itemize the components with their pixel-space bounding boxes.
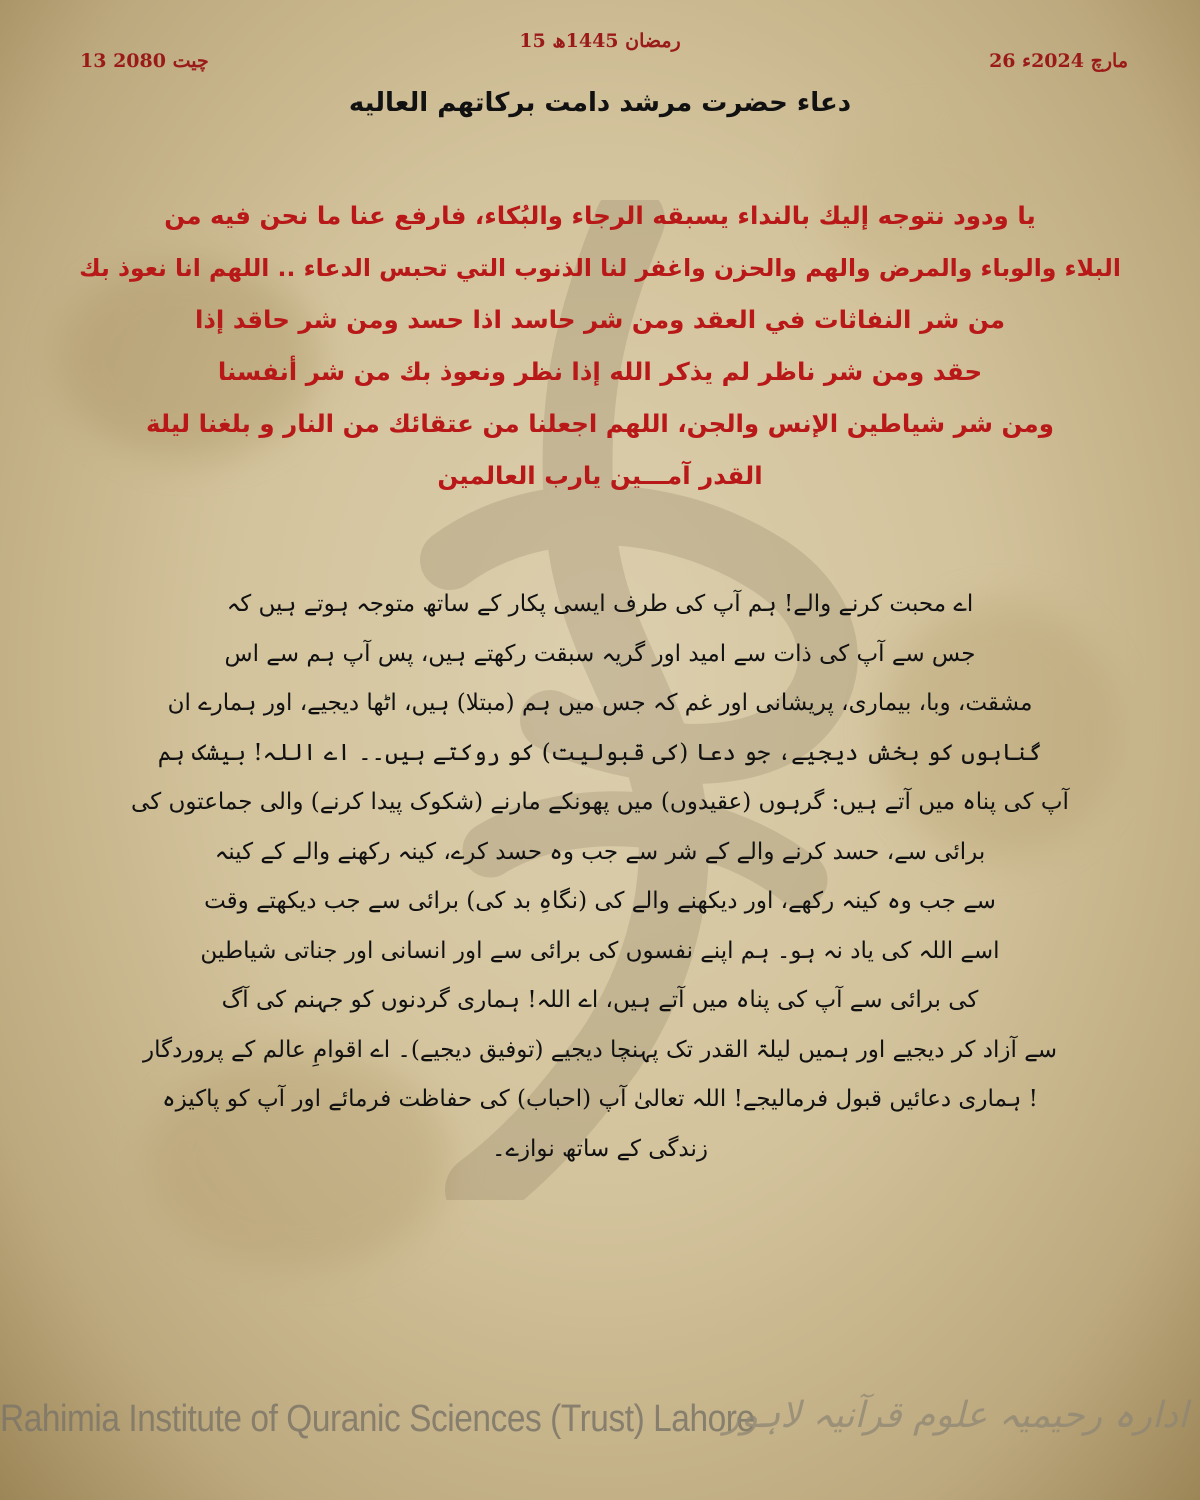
urdu-line: اسے اللہ کی یاد نہ ہو۔ ہم اپنے نفسوں کی برائی سے اور انسانی اور جناتی شیاطین bbox=[200, 937, 1000, 964]
arabic-line: ومن شر شياطين الإنس والجن، اللهم اجعلنا من عتقائك من النار و بلغنا ليلة bbox=[146, 409, 1054, 438]
arabic-line: البلاء والوباء والمرض والهم والحزن واغفر لنا الذنوب التي تحبس الدعاء .. اللهم انا نعوذ بك bbox=[79, 254, 1121, 282]
arabic-line: من شر النفاثات في العقد ومن شر حاسد اذا حسد ومن شر حاقد إذا bbox=[194, 305, 1006, 334]
urdu-line: مشقت، وبا، بیماری، پریشانی اور غم کہ جس میں ہم (مبتلا) ہیں، اٹھا دیجیے، اور ہمارے ان bbox=[167, 690, 1033, 716]
desi-date: 13 چیت 2080 bbox=[80, 50, 209, 72]
gregorian-date: 26 مارچ 2024ء bbox=[989, 50, 1128, 72]
urdu-line: سے جب وہ کینہ رکھے، اور دیکھنے والے کی (نگاہِ بد کی) برائی سے جب دیکھتے وقت bbox=[204, 888, 996, 914]
urdu-line: زندگی کے ساتھ نوازے۔ bbox=[491, 1135, 708, 1162]
page-title: دعاء حضرت مرشد دامت برکاتهم العاليه bbox=[348, 88, 852, 118]
urdu-line: ! ہماری دعائیں قبول فرمالیجے! اللہ تعالیٰ آپ (احباب) کی حفاظت فرمائے اور آپ کو پاکیزہ bbox=[162, 1086, 1038, 1112]
hijri-date: 15 رمضان 1445ھ bbox=[519, 30, 681, 52]
arabic-line: حقد ومن شر ناظر لم يذكر الله إذا نظر ونعوذ بك من شر أنفسنا bbox=[217, 357, 983, 386]
arabic-line: القدر آمـــين يارب العالمين bbox=[437, 461, 763, 490]
urdu-line: آپ کی پناہ میں آتے ہیں: گرہوں (عقیدوں) میں پھونکے مارنے (شکوک پیدا کرنے) والی جماعتوں کی bbox=[131, 789, 1069, 815]
urdu-translation bbox=[100, 580, 1100, 1174]
urdu-line: جس سے آپ کی ذات سے امید اور گریہ سبقت رکھتے ہیں، پس آپ ہم سے اس bbox=[224, 640, 976, 667]
arabic-line: يا ودود نتوجه إليك بالنداء يسبقه الرجاء والبُكاء، فارفع عنا ما نحن فيه من bbox=[164, 201, 1036, 230]
institute-name-english: Rahimia Institute of Quranic Sciences (Trust) Lahore bbox=[0, 1398, 755, 1440]
institute-name-urdu-logo: ادارہ رحیمیہ علوم قرآنیہ لاہور bbox=[723, 1395, 1188, 1436]
urdu-line: کی برائی سے آپ کی پناہ میں آتے ہیں، اے اللہ! ہماری گردنوں کو جہنم کی آگ bbox=[221, 987, 979, 1013]
urdu-line: برائی سے، حسد کرنے والے کے شر سے جب وہ حسد کرے، کینہ رکھنے والے کے کینہ bbox=[214, 838, 986, 865]
arabic-dua bbox=[70, 190, 1130, 502]
urdu-line: سے آزاد کر دیجیے اور ہمیں لیلۃ القدر تک پہنچا دیجیے (توفیق دیجیے)۔ اے اقوامِ عالم کے پروردگار bbox=[143, 1036, 1057, 1063]
urdu-line: گناہوں کو بخش دیجیے، جو دعا (کی قبولیت) کو روکتے ہیں۔۔ اے اللہ! بیشک ہم bbox=[157, 739, 1043, 766]
urdu-line: اے محبت کرنے والے! ہم آپ کی طرف ایسی پکار کے ساتھ متوجہ ہوتے ہیں کہ bbox=[226, 591, 974, 617]
